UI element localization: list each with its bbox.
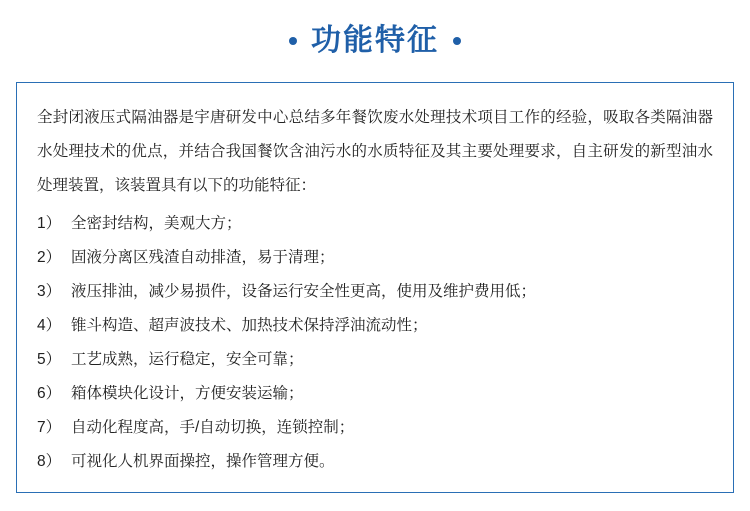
list-item-text: 锥斗构造、超声波技术、加热技术保持浮油流动性； [71,317,428,334]
intro-paragraph: 全封闭液压式隔油器是宇唐研发中心总结多年餐饮废水处理技术项目工作的经验，吸取各类隔油器水处理技术的优点，并结合我国餐饮含油污水的水质特征及其主要处理要求，自主研发的新型油水处理装置，该装置具有以下的功能特征： [37,109,713,194]
list-item-text: 工艺成熟，运行稳定，安全可靠； [71,351,304,368]
bullet-dot-left-icon [289,37,297,45]
list-item-text: 自动化程度高，手/自动切换，连锁控制； [71,419,355,436]
list-item-index: 6） [37,385,62,402]
page-title: 功能特征 [311,24,439,57]
list-item-index: 3） [37,283,62,300]
list-item [37,411,713,445]
list-item-text: 箱体模块化设计，方便安装运输； [71,385,304,402]
feature-list [37,207,713,479]
list-item [37,343,713,377]
list-item-index: 4） [37,317,62,334]
list-item-text: 固液分离区残渣自动排渣，易于清理； [71,249,335,266]
list-item [37,241,713,275]
list-item-text: 可视化人机界面操控，操作管理方便。 [71,453,335,470]
list-item-index: 2） [37,249,62,266]
list-item-text: 全密封结构，美观大方； [71,215,242,232]
list-item-index: 1） [37,215,62,232]
content-box [16,82,734,493]
list-item-index: 5） [37,351,62,368]
list-item-index: 7） [37,419,62,436]
page-title-bar [0,0,750,82]
bullet-dot-right-icon [453,37,461,45]
list-item [37,377,713,411]
list-item [37,275,713,309]
list-item [37,445,713,479]
list-item-text: 液压排油，减少易损件，设备运行安全性更高，使用及维护费用低； [71,283,537,300]
list-item-index: 8） [37,453,62,470]
list-item [37,309,713,343]
list-item [37,207,713,241]
